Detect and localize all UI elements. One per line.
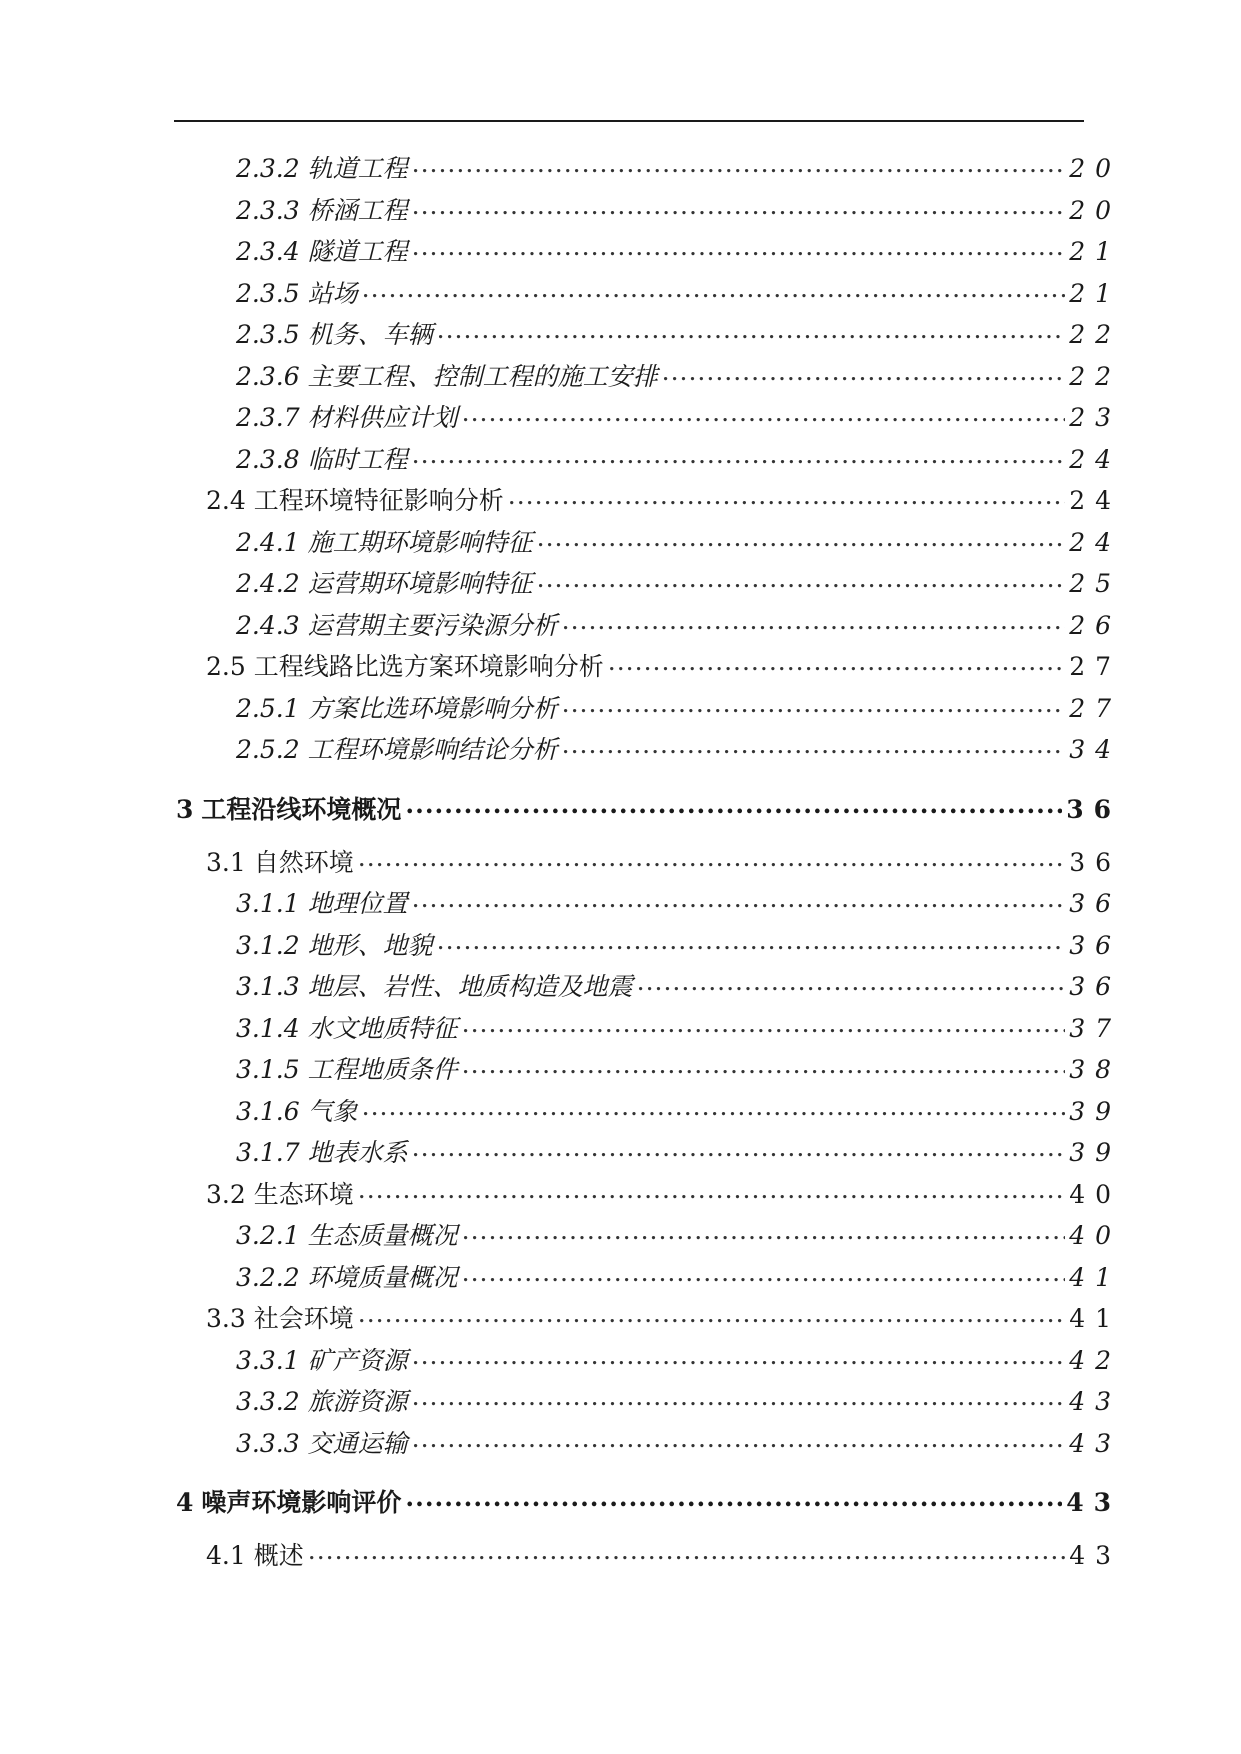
table-of-contents	[0, 148, 1241, 1577]
toc-entry-number: 3.1.3	[236, 972, 300, 1001]
toc-entry-page: 40	[1069, 1221, 1121, 1250]
toc-entry[interactable]	[0, 1215, 1241, 1257]
toc-entry-title: 环境质量概况	[307, 1262, 458, 1292]
toc-entry-page: 20	[1069, 154, 1121, 183]
toc-entry[interactable]	[0, 883, 1241, 925]
dot-leader	[437, 925, 1066, 962]
toc-entry-page: 37	[1069, 1013, 1121, 1043]
toc-entry-page: 27	[1069, 652, 1121, 681]
dot-leader	[537, 522, 1066, 559]
toc-entry-page: 39	[1069, 1096, 1121, 1126]
toc-entry-page: 24	[1069, 444, 1121, 474]
toc-entry-page: 20	[1069, 195, 1121, 225]
dot-leader	[358, 842, 1065, 879]
dot-leader	[462, 1049, 1066, 1086]
dot-leader	[412, 1132, 1066, 1169]
toc-entry-page: 36	[1069, 889, 1121, 918]
toc-entry-number: 3.1.7	[236, 1138, 300, 1167]
toc-entry-title: 气象	[307, 1096, 358, 1126]
toc-entry-page: 38	[1069, 1055, 1121, 1084]
toc-entry-number: 3.1.5	[236, 1055, 300, 1084]
toc-entry-title: 工程环境影响结论分析	[307, 735, 558, 764]
toc-entry-number: 3.2	[206, 1179, 246, 1209]
toc-entry[interactable]	[0, 190, 1241, 232]
toc-entry[interactable]	[0, 605, 1241, 647]
toc-entry-number: 2.4.1	[236, 527, 300, 557]
toc-entry[interactable]	[0, 397, 1241, 439]
toc-entry-number: 3.2.2	[236, 1262, 300, 1292]
toc-entry-number: 2.3.7	[236, 403, 300, 432]
header-rule	[174, 120, 1084, 122]
toc-entry-title: 水文地质特征	[307, 1013, 458, 1043]
toc-entry[interactable]	[0, 1132, 1241, 1174]
toc-entry[interactable]	[0, 480, 1241, 522]
toc-entry-title: 自然环境	[253, 847, 354, 877]
toc-entry-page: 24	[1069, 527, 1121, 557]
toc-entry-number: 3.3.1	[236, 1345, 300, 1375]
dot-leader	[358, 1174, 1065, 1211]
toc-entry-title: 施工期环境影响特征	[307, 527, 533, 557]
toc-entry-page: 34	[1069, 735, 1121, 764]
toc-entry-title: 生态环境	[253, 1179, 354, 1209]
dot-leader	[637, 966, 1066, 1003]
toc-entry[interactable]	[0, 314, 1241, 356]
toc-entry[interactable]	[0, 273, 1241, 315]
toc-entry-title: 工程线路比选方案环境影响分析	[253, 652, 604, 681]
toc-entry[interactable]	[0, 925, 1241, 967]
toc-entry[interactable]	[0, 842, 1241, 884]
dot-leader	[362, 273, 1066, 310]
toc-entry-page: 36	[1069, 972, 1121, 1001]
toc-entry-number: 3.3.2	[236, 1387, 300, 1416]
dot-leader	[412, 148, 1066, 185]
toc-entry-page: 43	[1069, 1541, 1121, 1570]
dot-leader	[462, 1008, 1066, 1045]
toc-entry-number: 3.1.6	[236, 1096, 300, 1126]
toc-entry-number: 3	[176, 794, 194, 824]
toc-entry-number: 2.4.2	[236, 569, 300, 598]
toc-entry[interactable]	[0, 729, 1241, 771]
toc-entry[interactable]	[0, 688, 1241, 730]
dot-leader	[412, 231, 1066, 268]
toc-entry[interactable]	[0, 1475, 1241, 1530]
toc-entry[interactable]	[0, 1340, 1241, 1382]
toc-entry-page: 25	[1069, 569, 1121, 598]
toc-entry[interactable]	[0, 148, 1241, 190]
dot-leader	[462, 1215, 1066, 1252]
dot-leader	[437, 314, 1066, 351]
toc-entry-page: 36	[1069, 930, 1121, 960]
toc-entry-title: 运营期主要污染源分析	[307, 610, 558, 640]
toc-entry[interactable]	[0, 1174, 1241, 1216]
toc-entry-title: 地理位置	[307, 889, 408, 918]
toc-entry-number: 2.5.2	[236, 735, 300, 764]
toc-entry-title: 地层、岩性、地质构造及地震	[307, 972, 633, 1001]
toc-entry-number: 2.3.8	[236, 444, 300, 474]
toc-entry-title: 地形、地貌	[307, 930, 433, 960]
toc-entry-title: 方案比选环境影响分析	[307, 693, 558, 723]
toc-entry-number: 2.5.1	[236, 693, 300, 723]
dot-leader	[462, 1257, 1066, 1294]
toc-entry[interactable]	[0, 439, 1241, 481]
toc-entry[interactable]	[0, 231, 1241, 273]
dot-leader	[508, 480, 1065, 517]
dot-leader	[412, 1381, 1066, 1418]
toc-entry-title: 隧道工程	[307, 237, 408, 266]
toc-entry-page: 43	[1069, 1387, 1121, 1416]
toc-entry-page: 42	[1069, 1345, 1121, 1375]
toc-entry-number: 4.1	[206, 1541, 246, 1570]
toc-entry-title: 主要工程、控制工程的施工安排	[307, 361, 658, 391]
toc-entry-number: 2.5	[206, 652, 246, 681]
toc-entry-title: 社会环境	[253, 1304, 354, 1333]
toc-entry-page: 41	[1069, 1262, 1121, 1292]
toc-entry-number: 3.1	[206, 847, 246, 877]
toc-entry-title: 材料供应计划	[307, 403, 458, 432]
toc-entry[interactable]	[0, 1298, 1241, 1340]
toc-entry-page: 43	[1066, 1488, 1121, 1517]
toc-entry-page: 36	[1066, 794, 1121, 824]
toc-entry[interactable]	[0, 1535, 1241, 1577]
toc-entry-title: 地表水系	[307, 1138, 408, 1167]
toc-entry-number: 3.2.1	[236, 1221, 300, 1250]
dot-leader	[412, 439, 1066, 476]
dot-leader	[405, 1475, 1062, 1525]
toc-entry-number: 2.4	[206, 486, 246, 515]
toc-entry-number: 2.3.3	[236, 195, 300, 225]
toc-entry[interactable]	[0, 1257, 1241, 1299]
toc-entry-number: 2.3.6	[236, 361, 300, 391]
dot-leader	[412, 1340, 1066, 1377]
toc-entry-page: 24	[1069, 486, 1121, 515]
dot-leader	[662, 356, 1066, 393]
toc-entry[interactable]	[0, 356, 1241, 398]
toc-entry-number: 3.1.2	[236, 930, 300, 960]
toc-entry-number: 4	[176, 1488, 194, 1517]
toc-entry-page: 27	[1069, 693, 1121, 723]
toc-entry-number: 3.3.3	[236, 1428, 300, 1458]
dot-leader	[412, 1423, 1066, 1460]
toc-entry-title: 机务、车辆	[307, 320, 433, 349]
toc-entry[interactable]	[0, 646, 1241, 688]
toc-entry-title: 矿产资源	[307, 1345, 408, 1375]
toc-entry[interactable]	[0, 782, 1241, 837]
toc-entry-title: 站场	[307, 278, 358, 308]
toc-entry[interactable]	[0, 1049, 1241, 1091]
toc-entry-title: 噪声环境影响评价	[201, 1488, 402, 1517]
toc-entry-title: 概述	[253, 1541, 304, 1570]
toc-entry[interactable]	[0, 1423, 1241, 1465]
toc-entry-number: 2.3.5	[236, 278, 300, 308]
toc-entry-number: 2.3.2	[236, 154, 300, 183]
toc-entry-page: 43	[1069, 1428, 1121, 1458]
toc-entry[interactable]	[0, 522, 1241, 564]
toc-entry-page: 22	[1069, 320, 1121, 349]
toc-entry-title: 工程地质条件	[307, 1055, 458, 1084]
toc-entry-title: 生态质量概况	[307, 1221, 458, 1250]
toc-entry-title: 运营期环境影响特征	[307, 569, 533, 598]
toc-entry-page: 23	[1069, 403, 1121, 432]
dot-leader	[362, 1091, 1066, 1128]
toc-entry-number: 3.1.4	[236, 1013, 300, 1043]
toc-entry-title: 工程沿线环境概况	[201, 794, 402, 824]
toc-entry-page: 41	[1069, 1304, 1121, 1333]
toc-entry-title: 临时工程	[307, 444, 408, 474]
toc-entry[interactable]	[0, 966, 1241, 1008]
dot-leader	[405, 782, 1062, 832]
toc-entry-title: 工程环境特征影响分析	[253, 486, 504, 515]
toc-entry[interactable]	[0, 563, 1241, 605]
dot-leader	[562, 729, 1066, 766]
toc-entry-page: 21	[1069, 278, 1121, 308]
dot-leader	[537, 563, 1066, 600]
dot-leader	[412, 190, 1066, 227]
toc-entry[interactable]	[0, 1091, 1241, 1133]
dot-leader	[462, 397, 1066, 434]
toc-entry-page: 21	[1069, 237, 1121, 266]
toc-entry-number: 3.3	[206, 1304, 246, 1333]
toc-entry-title: 轨道工程	[307, 154, 408, 183]
toc-entry-page: 39	[1069, 1138, 1121, 1167]
toc-entry-number: 2.4.3	[236, 610, 300, 640]
toc-entry[interactable]	[0, 1008, 1241, 1050]
toc-entry-page: 22	[1069, 361, 1121, 391]
toc-entry-title: 交通运输	[307, 1428, 408, 1458]
dot-leader	[562, 688, 1066, 725]
toc-entry-number: 3.1.1	[236, 889, 300, 918]
toc-entry-number: 2.3.5	[236, 320, 300, 349]
toc-entry-title: 旅游资源	[307, 1387, 408, 1416]
toc-entry[interactable]	[0, 1381, 1241, 1423]
dot-leader	[608, 646, 1065, 683]
dot-leader	[358, 1298, 1065, 1335]
toc-entry-number: 2.3.4	[236, 237, 300, 266]
toc-entry-title: 桥涵工程	[307, 195, 408, 225]
toc-entry-page: 26	[1069, 610, 1121, 640]
toc-entry-page: 36	[1069, 847, 1121, 877]
dot-leader	[562, 605, 1066, 642]
toc-entry-page: 40	[1069, 1179, 1121, 1209]
dot-leader	[308, 1535, 1065, 1572]
dot-leader	[412, 883, 1066, 920]
